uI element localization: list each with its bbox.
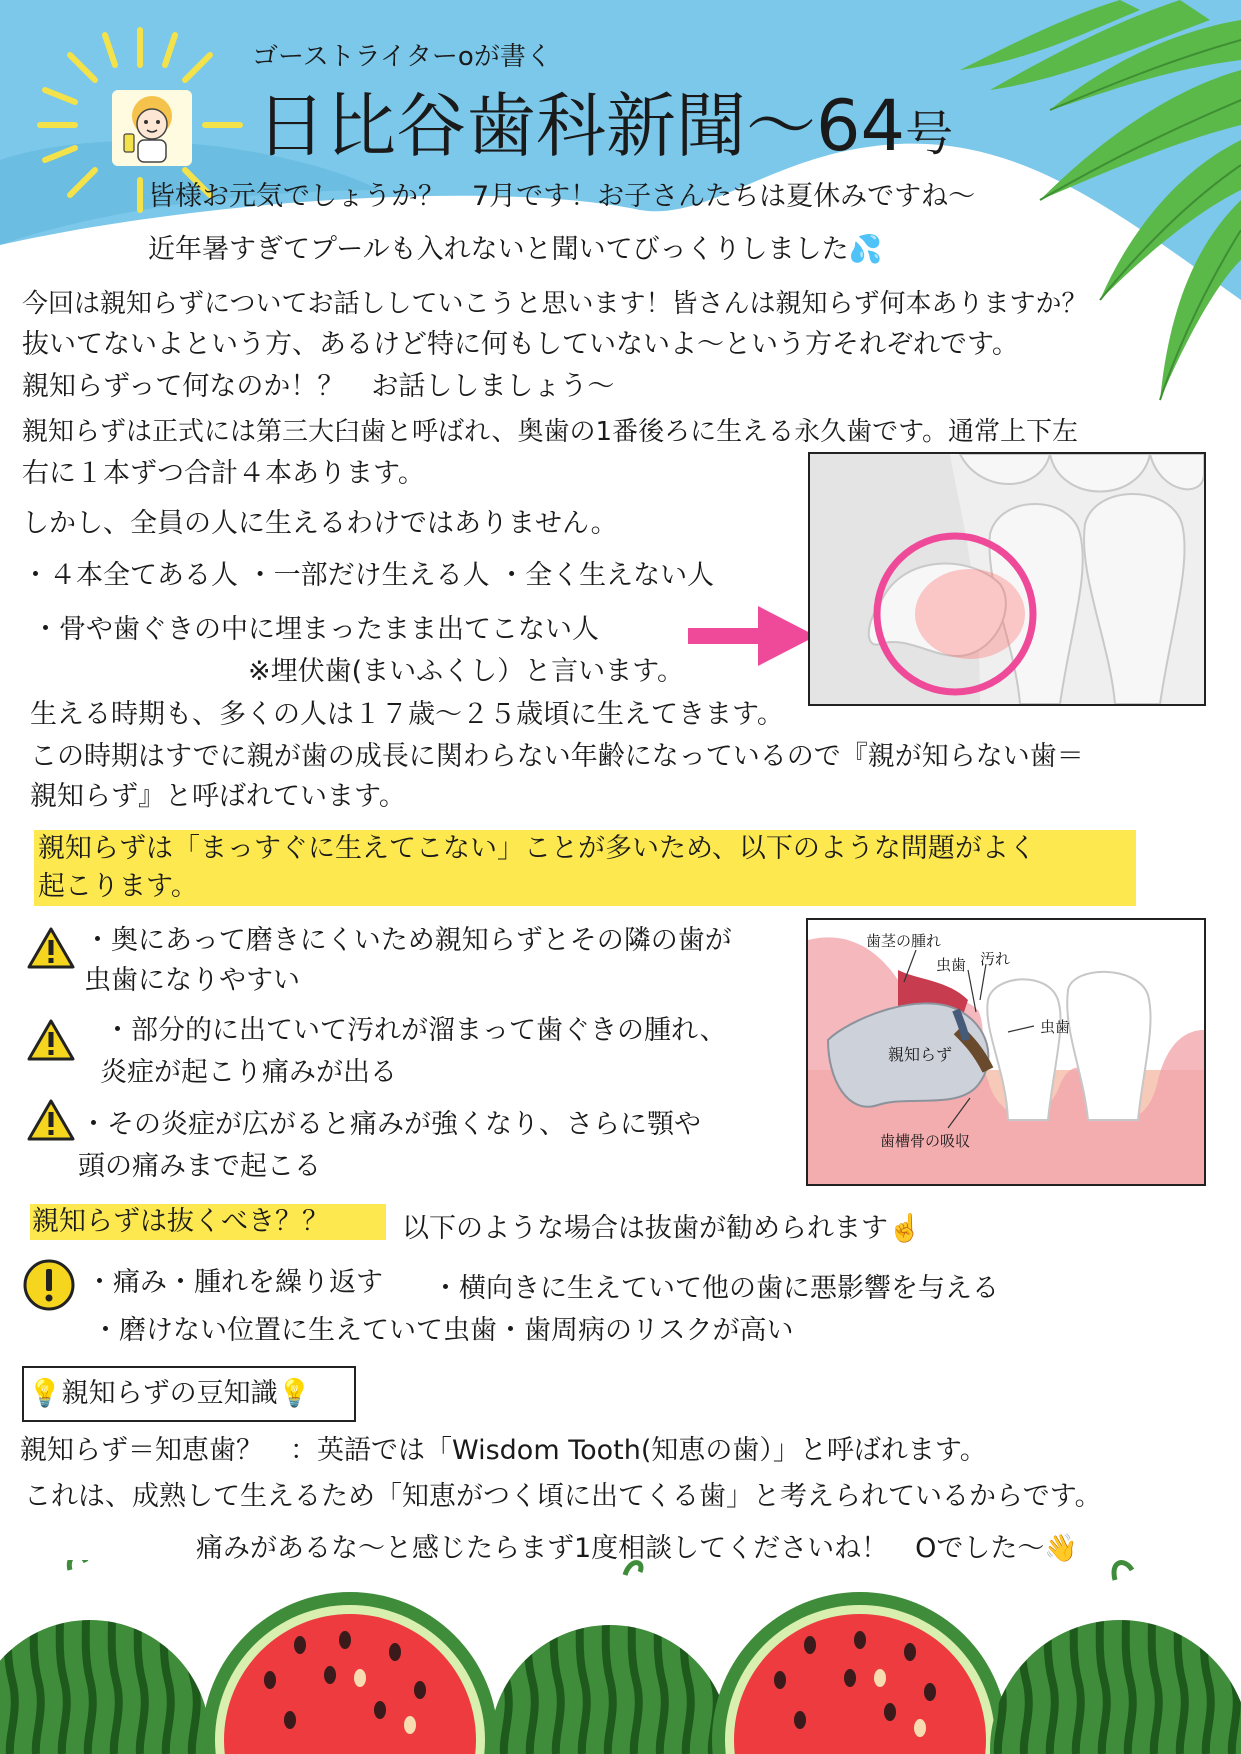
problem-2-line-2: 炎症が起こり痛みが出る [100,1057,397,1088]
page-title [256,84,953,168]
problem-1-line-2: 虫歯になりやすい [84,965,300,996]
problem-2-line-1: ・部分的に出ていて汚れが溜まって歯ぐきの腫れ、 [104,1015,727,1046]
name-origin-line-1: この時期はすでに親が歯の成長に関わらない年齢になっているので『親が知らない歯＝ [30,741,1084,772]
extraction-item-2: ・横向きに生えていて他の歯に悪影響を与える [432,1273,999,1304]
age-line: 生える時期も、多くの人は１７歳〜２５歳頃に生えてきます。 [30,699,784,730]
definition-line-2: 右に１本ずつ合計４本あります。 [22,458,425,489]
intro-line-3: 親知らずって何なのか！？ お話ししましょう〜 [22,371,615,402]
byline: ゴーストライターoが書く [252,42,552,72]
problems-heading [34,830,1136,906]
definition-line-3: しかし、全員の人に生えるわけではありません。 [22,508,618,539]
label-dirt: 汚れ [980,950,1011,968]
wisdom-tooth-photo [808,452,1206,706]
greeting-line-2: 近年暑すぎてプールも入れないと聞いてびっくりしました💦 [148,234,883,265]
intro-line-2: 抜いてないよという方、あるけど特に何もしていないよ〜という方それぞれです。 [22,329,1019,360]
impacted-line: ・骨や歯ぐきの中に埋まったまま出てこない人 [32,614,599,645]
title-suffix: 号 [905,106,954,162]
label-bone-resorption: 歯槽骨の吸収 [880,1132,971,1150]
label-gum-swelling: 歯茎の腫れ [866,932,942,950]
warning-icon [26,1098,76,1142]
tooth-types: ・４本全てある人 ・一部だけ生える人 ・全く生えない人 [22,560,715,591]
closing-message: 痛みがあるな〜と感じたらまず1度相談してくださいね！ Oでした〜👋 [196,1533,1079,1564]
tooth-diagram [806,918,1206,1186]
problem-3-line-1: ・その炎症が広がると痛みが強くなり、さらに顎や [80,1109,701,1140]
greeting-line-1: 皆様お元気でしょうか？ 7月です！お子さんたちは夏休みですね〜 [148,181,976,212]
problem-1-line-1: ・奥にあって磨きにくいため親知らずとその隣の歯が [84,925,732,956]
trivia-line-1: 親知らず＝知恵歯？ ：英語では「Wisdom Tooth(知恵の歯）」と呼ばれます。 [20,1435,987,1466]
label-wisdom-tooth: 親知らず [888,1045,953,1064]
label-decay-right: 虫歯 [1040,1018,1071,1036]
extraction-heading: 親知らずは抜くべき？？ [30,1204,386,1240]
watermelon-icon [0,1560,1241,1754]
warning-icon [26,1018,76,1062]
title-main: 日比谷歯科新聞〜64 [256,85,906,167]
trivia-line-2: これは、成熟して生えるため「知恵がつく頃に出てくる歯」と考えられているからです。 [24,1481,1102,1512]
problems-heading-line-2: 起こります。 [38,871,198,902]
problem-3-line-2: 頭の痛みまで起こる [78,1151,321,1182]
extraction-recommend: 以下のような場合は抜歯が勧められます☝️ [402,1213,922,1244]
author-avatar [112,90,192,166]
exclamation-icon [22,1258,76,1312]
trivia-heading: 💡親知らずの豆知識💡 [22,1366,356,1422]
extraction-item-1: ・痛み・腫れを繰り返す [86,1267,383,1298]
warning-icon [26,926,76,970]
definition-line-1: 親知らずは正式には第三大臼歯と呼ばれ、奥歯の1番後ろに生える永久歯です。通常上下左 [22,417,1079,447]
arrow-icon [688,606,818,666]
extraction-item-3: ・磨けない位置に生えていて虫歯・歯周病のリスクが高い [92,1315,794,1346]
label-decay-top: 虫歯 [936,956,967,974]
problems-heading-line-1: 親知らずは「まっすぐに生えてこない」ことが多いため、以下のような問題がよく [38,833,1036,864]
impacted-note: ※埋伏歯(まいふくし）と言います。 [248,656,684,687]
intro-line-1: 今回は親知らずについてお話ししていこうと思います！皆さんは親知らず何本ありますか？ [22,289,1088,319]
name-origin-line-2: 親知らず』と呼ばれています。 [30,781,406,812]
